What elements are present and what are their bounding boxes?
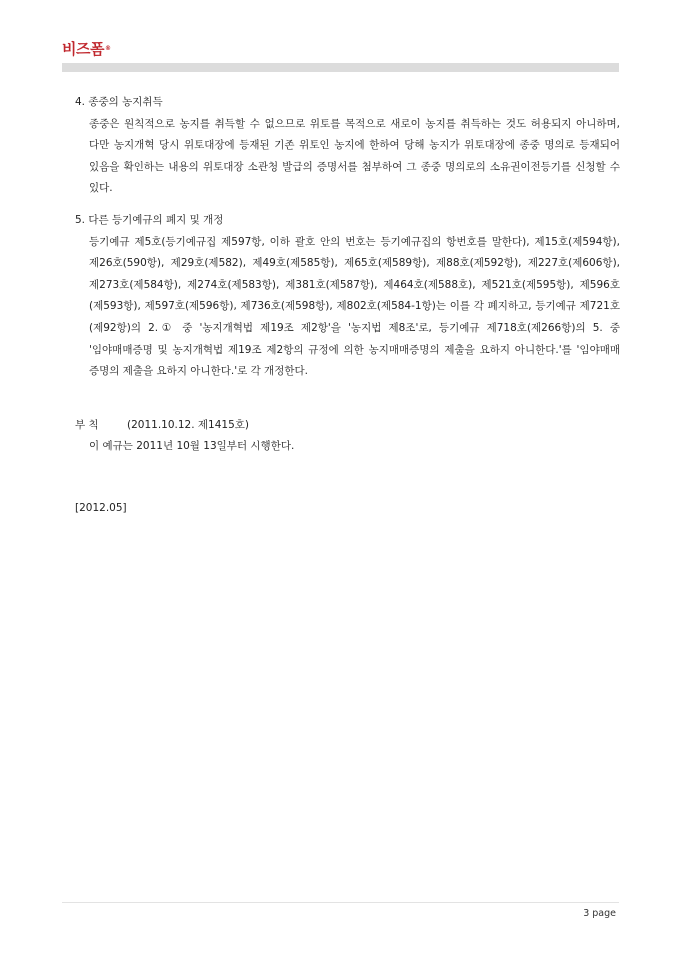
section-repeal-amendment <box>75 210 620 383</box>
bizform-logo <box>62 40 110 58</box>
addendum-body: 이 예규는 2011년 10월 13일부터 시행한다. <box>89 440 295 452</box>
date-stamp: [2012.05] <box>75 502 127 514</box>
section-title: 5. 다른 등기예규의 폐지 및 개정 <box>75 214 224 226</box>
section-farmland-acquisition <box>75 92 620 200</box>
page-number: 3 page <box>583 908 616 919</box>
addendum-meta: (2011.10.12. 제1415호) <box>127 419 249 431</box>
registered-mark: ® <box>104 45 111 52</box>
footer-divider <box>62 902 619 903</box>
section-title: 4. 종중의 농지취득 <box>75 96 163 108</box>
section-body: 종중은 원칙적으로 농지를 취득할 수 없으므로 위토를 목적으로 새로이 농지를 취득하는 것도 허용되지 아니하며, 다만 농지개혁 당시 위토대장에 등재된 기존 위토인 농지에 한하여 당해 농지가 위토대장에 종중 명의로 등재되어 있음을 확인하는 내용의 위토대장 소관청 발급의 증명서를 첨부하여 그 종중 명의로의 소유권이전등기를 신청할 수 있다. <box>89 117 620 195</box>
addendum-label: 부 칙 <box>75 419 99 431</box>
section-body: 등기예규 제5호(등기예규집 제597항, 이하 괄호 안의 번호는 등기예규집의 항번호를 말한다), 제15호(제594항), 제26호(590항), 제29호(제582), 제49호(제585항), 제65호(제589항), 제88호(제592항), 제227호(제606항), 제273호(제584항), 제274호(제583항), 제381호(제587항), 제464호(제588호), 제521호(제595항), 제596호(제593항), 제597호(제596항), 제736호(제598항), 제802호(제584-1항)는 이를 각 폐지하고, 등기예규 제721호(제92항)의 2.① 중 '농지개혁법 제19조 제2항'을 '농지법 제8조'로, 등기예규 제718호(제266항)의 5. 중 '임야매매증명 및 농지개혁법 제19조 제2항의 규정에 의한 농지매매증명의 제출을 요하지 아니한다.'를 '임야매매 증명의 제출을 요하지 아니한다.'로 각 개정한다. <box>89 235 620 378</box>
addendum <box>75 415 294 457</box>
logo-text: 비즈폼 <box>62 40 104 58</box>
header-bar <box>62 63 619 72</box>
